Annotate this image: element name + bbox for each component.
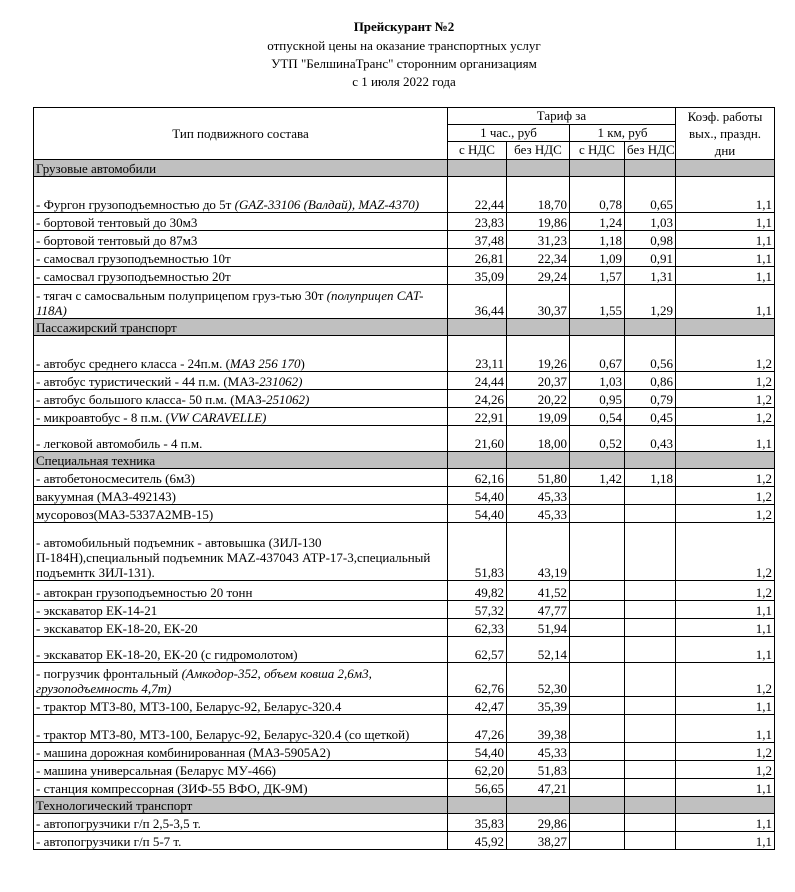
holiday-coefficient: 1,1 <box>676 601 775 619</box>
price-hour-with-vat: 21,60 <box>448 426 507 452</box>
holiday-coefficient: 1,2 <box>676 372 775 390</box>
vehicle-name: - легковой автомобиль - 4 п.м. <box>36 436 203 451</box>
table-row <box>34 336 775 372</box>
price-hour-with-vat: 62,76 <box>448 663 507 697</box>
vehicle-name-cell <box>34 761 448 779</box>
price-hour-without-vat: 47,77 <box>507 601 570 619</box>
table-row <box>34 249 775 267</box>
vehicle-name-cell <box>34 779 448 797</box>
vehicle-name: - бортовой тентовый до 87м3 <box>36 233 198 248</box>
holiday-coefficient: 1,2 <box>676 469 775 487</box>
holiday-coefficient: 1,1 <box>676 213 775 231</box>
price-km-without-vat <box>625 697 676 715</box>
price-km-without-vat: 1,03 <box>625 213 676 231</box>
price-hour-without-vat: 20,22 <box>507 390 570 408</box>
price-km-without-vat: 0,79 <box>625 390 676 408</box>
vehicle-name-cell <box>34 715 448 743</box>
vehicle-name: мусоровоз(МАЗ-5337А2МВ-15) <box>36 507 214 522</box>
price-hour-with-vat: 62,57 <box>448 637 507 663</box>
vehicle-name: - трактор МТЗ-80, МТЗ-100, Беларус-92, Беларус-320.4 (со щеткой) <box>36 727 410 742</box>
table-row <box>34 814 775 832</box>
price-hour-without-vat: 47,21 <box>507 779 570 797</box>
vehicle-name: - машина дорожная комбинированная (МАЗ-5905А2) <box>36 745 331 760</box>
price-hour-with-vat: 47,26 <box>448 715 507 743</box>
vehicle-name: - экскаватор ЕК-14-21 <box>36 603 158 618</box>
price-hour-without-vat: 22,34 <box>507 249 570 267</box>
table-row <box>34 426 775 452</box>
price-hour-without-vat: 45,33 <box>507 487 570 505</box>
price-km-with-vat <box>570 814 625 832</box>
table-row <box>34 487 775 505</box>
vehicle-name: - автобус большого класса- 50 п.м. (МАЗ- <box>36 392 267 407</box>
price-km-with-vat <box>570 523 625 581</box>
vehicle-name-cell <box>34 814 448 832</box>
section-empty-cell <box>570 452 625 469</box>
price-km-without-vat <box>625 523 676 581</box>
vehicle-name: - самосвал грузоподъемностью 20т <box>36 269 231 284</box>
section-empty-cell <box>625 797 676 814</box>
holiday-coefficient: 1,1 <box>676 426 775 452</box>
price-hour-without-vat: 41,52 <box>507 581 570 601</box>
table-row <box>34 779 775 797</box>
holiday-coefficient: 1,1 <box>676 832 775 850</box>
price-km-with-vat: 1,09 <box>570 249 625 267</box>
table-row <box>34 601 775 619</box>
price-hour-without-vat: 51,80 <box>507 469 570 487</box>
subtitle-line-3: с 1 июля 2022 года <box>352 74 456 89</box>
price-km-with-vat <box>570 663 625 697</box>
price-km-with-vat: 0,54 <box>570 408 625 426</box>
price-km-with-vat: 1,55 <box>570 285 625 319</box>
vehicle-model-note: VW CARAVELLE) <box>169 410 267 425</box>
price-hour-with-vat: 54,40 <box>448 743 507 761</box>
section-row <box>34 319 775 336</box>
price-km-without-vat: 0,98 <box>625 231 676 249</box>
price-km-with-vat <box>570 505 625 523</box>
vehicle-model-note: 251062) <box>266 392 310 407</box>
vehicle-name: - машина универсальная (Беларус МУ-466) <box>36 763 276 778</box>
table-row <box>34 761 775 779</box>
table-row <box>34 619 775 637</box>
vehicle-name-cell <box>34 285 448 319</box>
price-hour-with-vat: 35,09 <box>448 267 507 285</box>
vehicle-name-cell <box>34 469 448 487</box>
section-empty-cell <box>448 452 507 469</box>
price-hour-without-vat: 39,38 <box>507 715 570 743</box>
section-row <box>34 452 775 469</box>
price-km-without-vat <box>625 715 676 743</box>
table-row <box>34 637 775 663</box>
price-km-with-vat <box>570 715 625 743</box>
holiday-coefficient: 1,1 <box>676 285 775 319</box>
vehicle-name-cell <box>34 177 448 213</box>
subtitle-line-2: УТП "БелшинаТранс" сторонним организациям <box>271 56 537 71</box>
section-empty-cell <box>507 452 570 469</box>
vehicle-name: - Фургон грузоподъемностью до 5т <box>36 197 235 212</box>
holiday-coefficient: 1,1 <box>676 231 775 249</box>
vehicle-name: вакуумная (МАЗ-492143) <box>36 489 177 504</box>
table-row <box>34 743 775 761</box>
section-empty-cell <box>676 319 775 336</box>
price-hour-without-vat: 30,37 <box>507 285 570 319</box>
price-km-with-vat: 0,95 <box>570 390 625 408</box>
price-km-without-vat <box>625 505 676 523</box>
price-hour-with-vat: 37,48 <box>448 231 507 249</box>
holiday-coefficient: 1,1 <box>676 177 775 213</box>
price-km-without-vat: 0,56 <box>625 336 676 372</box>
vehicle-model-note: (полуприцеп CAT-118A) <box>36 288 424 318</box>
header-hour-without-vat: без НДС <box>507 142 570 160</box>
table-body <box>34 160 775 850</box>
section-empty-cell <box>570 319 625 336</box>
price-km-with-vat: 0,67 <box>570 336 625 372</box>
vehicle-name-cell <box>34 505 448 523</box>
vehicle-name-cell <box>34 390 448 408</box>
holiday-coefficient: 1,1 <box>676 619 775 637</box>
holiday-coefficient: 1,1 <box>676 267 775 285</box>
table-row <box>34 697 775 715</box>
holiday-coefficient: 1,2 <box>676 523 775 581</box>
table-row <box>34 663 775 697</box>
price-km-without-vat: 0,91 <box>625 249 676 267</box>
vehicle-name: - автобус среднего класса - 24п.м. ( <box>36 356 230 371</box>
price-hour-with-vat: 54,40 <box>448 487 507 505</box>
holiday-coefficient: 1,1 <box>676 779 775 797</box>
price-hour-without-vat: 51,83 <box>507 761 570 779</box>
price-hour-without-vat: 18,00 <box>507 426 570 452</box>
vehicle-name-cell <box>34 619 448 637</box>
price-hour-without-vat: 43,19 <box>507 523 570 581</box>
holiday-coefficient: 1,2 <box>676 663 775 697</box>
vehicle-name-cell <box>34 581 448 601</box>
price-km-without-vat <box>625 487 676 505</box>
holiday-coefficient: 1,1 <box>676 814 775 832</box>
table-row <box>34 523 775 581</box>
section-empty-cell <box>570 160 625 177</box>
price-list-title: Прейскурант №2 <box>353 19 455 34</box>
header-km-without-vat: без НДС <box>625 142 676 160</box>
price-km-with-vat <box>570 637 625 663</box>
vehicle-name: - автокран грузоподъемностью 20 тонн <box>36 585 253 600</box>
section-empty-cell <box>625 452 676 469</box>
table-row <box>34 267 775 285</box>
vehicle-name: - экскаватор ЕК-18-20, ЕК-20 <box>36 621 198 636</box>
vehicle-name: - трактор МТЗ-80, МТЗ-100, Беларус-92, Беларус-320.4 <box>36 699 342 714</box>
vehicle-name-cell <box>34 336 448 372</box>
holiday-coefficient: 1,2 <box>676 581 775 601</box>
price-km-without-vat: 0,45 <box>625 408 676 426</box>
holiday-coefficient: 1,2 <box>676 487 775 505</box>
holiday-coefficient: 1,1 <box>676 697 775 715</box>
vehicle-model-note: 231062) <box>259 374 303 389</box>
section-empty-cell <box>625 160 676 177</box>
vehicle-name: - микроавтобус - 8 п.м. ( <box>36 410 170 425</box>
holiday-coefficient: 1,2 <box>676 408 775 426</box>
table-row <box>34 231 775 249</box>
price-hour-without-vat: 51,94 <box>507 619 570 637</box>
price-km-with-vat <box>570 743 625 761</box>
section-empty-cell <box>676 452 775 469</box>
section-title: Специальная техника <box>34 452 448 469</box>
price-km-without-vat <box>625 761 676 779</box>
vehicle-name-cell <box>34 743 448 761</box>
price-km-with-vat: 1,57 <box>570 267 625 285</box>
vehicle-name: - автобетоносмеситель (6м3) <box>36 471 195 486</box>
price-hour-with-vat: 22,44 <box>448 177 507 213</box>
price-hour-with-vat: 57,32 <box>448 601 507 619</box>
price-hour-without-vat: 29,24 <box>507 267 570 285</box>
price-km-without-vat: 1,31 <box>625 267 676 285</box>
subtitle-line-1: отпускной цены на оказание транспортных услуг <box>267 38 541 53</box>
holiday-coefficient: 1,1 <box>676 637 775 663</box>
price-hour-with-vat: 62,33 <box>448 619 507 637</box>
price-km-with-vat: 0,52 <box>570 426 625 452</box>
section-row <box>34 160 775 177</box>
section-empty-cell <box>625 319 676 336</box>
price-hour-without-vat: 29,86 <box>507 814 570 832</box>
vehicle-name-cell <box>34 601 448 619</box>
price-km-without-vat <box>625 814 676 832</box>
section-title: Пассажирский транспорт <box>34 319 448 336</box>
price-km-without-vat <box>625 637 676 663</box>
price-km-with-vat <box>570 832 625 850</box>
price-hour-without-vat: 38,27 <box>507 832 570 850</box>
vehicle-name-cell <box>34 408 448 426</box>
table-row <box>34 715 775 743</box>
vehicle-name: - тягач с самосвальным полуприцепом груз-тью 30т <box>36 288 327 303</box>
price-km-without-vat <box>625 663 676 697</box>
tariff-table <box>33 107 775 850</box>
price-km-without-vat <box>625 779 676 797</box>
price-km-without-vat <box>625 832 676 850</box>
price-hour-with-vat: 36,44 <box>448 285 507 319</box>
vehicle-name-cell <box>34 426 448 452</box>
price-km-without-vat: 0,65 <box>625 177 676 213</box>
section-empty-cell <box>507 319 570 336</box>
price-km-with-vat <box>570 601 625 619</box>
header-km-with-vat: с НДС <box>570 142 625 160</box>
price-km-with-vat <box>570 487 625 505</box>
price-km-with-vat: 1,42 <box>570 469 625 487</box>
holiday-coefficient: 1,2 <box>676 761 775 779</box>
price-km-with-vat: 1,24 <box>570 213 625 231</box>
vehicle-name-cell <box>34 249 448 267</box>
table-row <box>34 213 775 231</box>
header-coefficient: Коэф. работы вых., праздн. дни <box>676 108 775 160</box>
vehicle-name-tail: ) <box>300 356 305 371</box>
price-hour-with-vat: 54,40 <box>448 505 507 523</box>
price-km-with-vat <box>570 761 625 779</box>
price-hour-without-vat: 31,23 <box>507 231 570 249</box>
vehicle-name: - автопогрузчики г/п 2,5-3,5 т. <box>36 816 201 831</box>
price-hour-with-vat: 24,26 <box>448 390 507 408</box>
vehicle-model-note: (GAZ-33106 (Валдай), MAZ-4370) <box>234 197 420 212</box>
price-km-without-vat <box>625 581 676 601</box>
price-km-with-vat <box>570 779 625 797</box>
header-per-km: 1 км, руб <box>570 124 676 142</box>
vehicle-name: - экскаватор ЕК-18-20, ЕК-20 (с гидромолотом) <box>36 647 298 662</box>
price-km-without-vat: 0,86 <box>625 372 676 390</box>
header-per-hour: 1 час., руб <box>448 124 570 142</box>
vehicle-name-cell <box>34 372 448 390</box>
table-row <box>34 177 775 213</box>
price-hour-without-vat: 52,30 <box>507 663 570 697</box>
price-hour-without-vat: 19,86 <box>507 213 570 231</box>
price-km-with-vat <box>570 619 625 637</box>
price-hour-with-vat: 62,16 <box>448 469 507 487</box>
price-hour-without-vat: 45,33 <box>507 505 570 523</box>
section-row <box>34 797 775 814</box>
price-km-with-vat: 0,78 <box>570 177 625 213</box>
table-row <box>34 581 775 601</box>
section-title: Технологический транспорт <box>34 797 448 814</box>
price-hour-with-vat: 51,83 <box>448 523 507 581</box>
table-row <box>34 372 775 390</box>
price-hour-without-vat: 52,14 <box>507 637 570 663</box>
price-hour-without-vat: 18,70 <box>507 177 570 213</box>
holiday-coefficient: 1,1 <box>676 249 775 267</box>
price-hour-with-vat: 24,44 <box>448 372 507 390</box>
price-hour-without-vat: 45,33 <box>507 743 570 761</box>
price-km-without-vat: 1,18 <box>625 469 676 487</box>
price-hour-with-vat: 42,47 <box>448 697 507 715</box>
section-title: Грузовые автомобили <box>34 160 448 177</box>
price-hour-with-vat: 23,83 <box>448 213 507 231</box>
vehicle-name-cell <box>34 637 448 663</box>
table-row <box>34 390 775 408</box>
section-empty-cell <box>507 160 570 177</box>
holiday-coefficient: 1,1 <box>676 715 775 743</box>
price-km-with-vat <box>570 581 625 601</box>
vehicle-name-cell <box>34 832 448 850</box>
vehicle-name: - автомобильный подъемник - автовышка (ЗИЛ-130 П-184Н),специальный подъемник MAZ-437043 АТР-17-3,специальный подъемнтк ЗИЛ-131). <box>36 535 431 580</box>
price-hour-with-vat: 49,82 <box>448 581 507 601</box>
header-vehicle-type: Тип подвижного состава <box>34 108 448 160</box>
vehicle-name: - автопогрузчики г/п 5-7 т. <box>36 834 182 849</box>
vehicle-name-cell <box>34 267 448 285</box>
price-hour-without-vat: 35,39 <box>507 697 570 715</box>
table-row <box>34 285 775 319</box>
header-hour-with-vat: с НДС <box>448 142 507 160</box>
vehicle-name: - бортовой тентовый до 30м3 <box>36 215 198 230</box>
holiday-coefficient: 1,2 <box>676 743 775 761</box>
table-row <box>34 832 775 850</box>
price-hour-with-vat: 62,20 <box>448 761 507 779</box>
vehicle-name-cell <box>34 213 448 231</box>
vehicle-name-cell <box>34 663 448 697</box>
price-km-without-vat <box>625 601 676 619</box>
section-empty-cell <box>448 797 507 814</box>
holiday-coefficient: 1,2 <box>676 390 775 408</box>
price-km-with-vat: 1,18 <box>570 231 625 249</box>
price-hour-with-vat: 35,83 <box>448 814 507 832</box>
section-empty-cell <box>448 160 507 177</box>
vehicle-model-note: (Амкодор-352, объем ковша 2,6м3, грузоподъемность 4,7т) <box>36 666 372 696</box>
vehicle-name: - автобус туристический - 44 п.м. (МАЗ- <box>36 374 260 389</box>
price-km-without-vat: 1,29 <box>625 285 676 319</box>
price-hour-with-vat: 23,11 <box>448 336 507 372</box>
vehicle-name-cell <box>34 487 448 505</box>
holiday-coefficient: 1,2 <box>676 336 775 372</box>
header-tariff: Тариф за <box>448 108 676 125</box>
vehicle-name-cell <box>34 523 448 581</box>
price-hour-without-vat: 19,09 <box>507 408 570 426</box>
section-empty-cell <box>507 797 570 814</box>
section-empty-cell <box>570 797 625 814</box>
price-km-without-vat: 0,43 <box>625 426 676 452</box>
table-row <box>34 469 775 487</box>
section-empty-cell <box>676 797 775 814</box>
table-row <box>34 505 775 523</box>
holiday-coefficient: 1,2 <box>676 505 775 523</box>
price-km-without-vat <box>625 743 676 761</box>
table-row <box>34 408 775 426</box>
price-hour-without-vat: 20,37 <box>507 372 570 390</box>
price-hour-with-vat: 26,81 <box>448 249 507 267</box>
vehicle-name-cell <box>34 697 448 715</box>
vehicle-model-note: МАЗ 256 170 <box>229 356 301 371</box>
vehicle-name: - самосвал грузоподъемностью 10т <box>36 251 231 266</box>
price-hour-with-vat: 22,91 <box>448 408 507 426</box>
price-hour-with-vat: 45,92 <box>448 832 507 850</box>
price-km-with-vat <box>570 697 625 715</box>
section-empty-cell <box>676 160 775 177</box>
vehicle-name: - погрузчик фронтальный <box>36 666 182 681</box>
price-hour-with-vat: 56,65 <box>448 779 507 797</box>
vehicle-name-cell <box>34 231 448 249</box>
price-hour-without-vat: 19,26 <box>507 336 570 372</box>
price-km-without-vat <box>625 619 676 637</box>
vehicle-name: - станция компрессорная (ЗИФ-55 ВФО, ДК-9М) <box>36 781 308 796</box>
section-empty-cell <box>448 319 507 336</box>
price-km-with-vat: 1,03 <box>570 372 625 390</box>
